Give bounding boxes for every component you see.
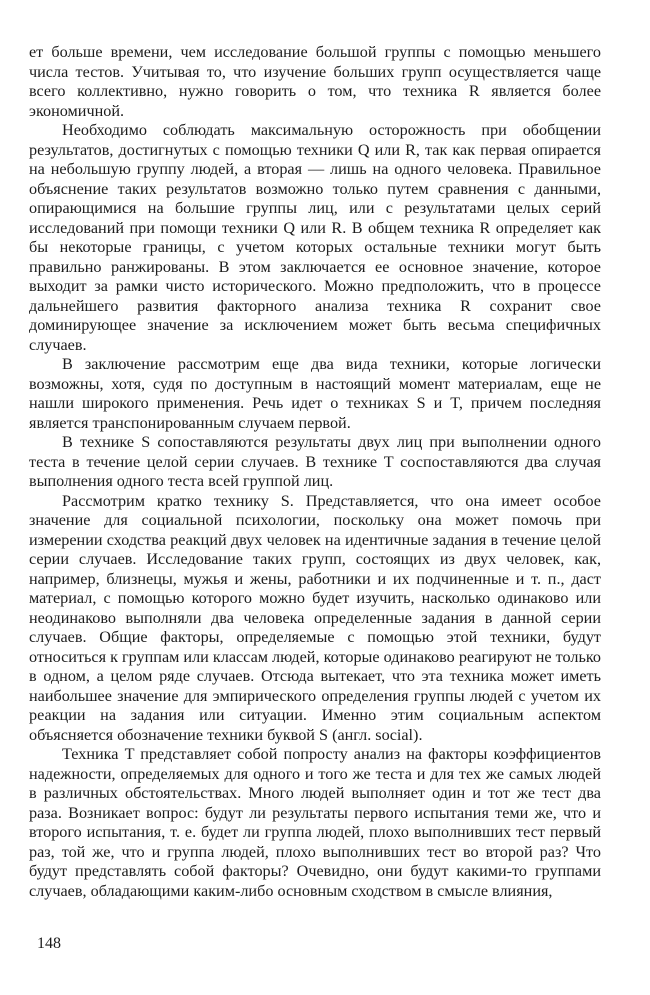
page-number: 148	[37, 935, 61, 952]
paragraph-continued: ет больше времени, чем исследование большой группы с помощью меньшего числа тестов. Учитывая то, что изучение больших групп осуществляется чаще всего коллективно, нужно говорить о том, что техника R является более экономичной.	[29, 43, 601, 120]
paragraph: Необходимо соблюдать максимальную осторожность при обобщении результатов, достигнутых с помощью техники Q или R, так как первая опирается на небольшую группу людей, а вторая — лишь на одного человека. Правильное объяснение таких результатов возможно только путем сравнения с данными, опирающимися на большие группы лиц, или с результатами целых серий исследований при помощи техники Q или R. В общем техника R определяет как бы некоторые границы, с учетом которых остальные техники могут быть правильно ранжированы. В этом заключается ее основное значение, которое выходит за рамки чисто исторического. Можно предположить, что в процессе дальнейшего развития факторного анализа техника R сохранит свое доминирующее значение за исключением может быть весьма специфичных случаев.	[29, 121, 601, 354]
paragraph: Техника T представляет собой попросту анализ на факторы коэффициентов надежности, определяемых для одного и того же теста и для тех же самых людей в различных обстоятельствах. Много людей выполняет один и тот же тест два раза. Возникает вопрос: будут ли результаты первого испытания теми же, что и второго испытания, т. е. будет ли группа людей, плохо выполнивших тест первый раз, той же, что и группа людей, плохо выполнивших тест во второй раз? Что будут представлять собой факторы? Очевидно, они будут какими-то группами случаев, обладающими каким-либо основным сходством в смысле влияния,	[29, 745, 601, 900]
body-text	[29, 43, 601, 901]
paragraph: Рассмотрим кратко технику S. Представляется, что она имеет особое значение для социальной психологии, поскольку она может помочь при измерении сходства реакций двух человек на идентичные задания в течение целой серии случаев. Исследование таких групп, состоящих из двух человек, как, например, близнецы, мужья и жены, работники и их подчиненные и т. п., даст материал, с помощью которого можно будет изучить, насколько одинаково или неодинаково выполняли два человека определенные задания в данной серии случаев. Общие факторы, определяемые с помощью этой техники, будут относиться к группам или классам людей, которые одинаково реагируют не только в одном, а целом ряде случаев. Отсюда вытекает, что эта техника может иметь наибольшее значение для эмпирического определения группы людей с учетом их реакции на задания или ситуации. Именно этим социальным аспектом объясняется обозначение техники буквой S (англ. social).	[29, 491, 601, 744]
paragraph: В заключение рассмотрим еще два вида техники, которые логически возможны, хотя, судя по доступным в настоящий момент материалам, еще не нашли широкого применения. Речь идет о техниках S и T, причем последняя является транспонированным случаем первой.	[29, 355, 601, 432]
paragraph: В технике S сопоставляются результаты двух лиц при выполнении одного теста в течение целой серии случаев. В технике T соспоставляются два случая выполнения одного теста всей группой лиц.	[29, 433, 601, 490]
